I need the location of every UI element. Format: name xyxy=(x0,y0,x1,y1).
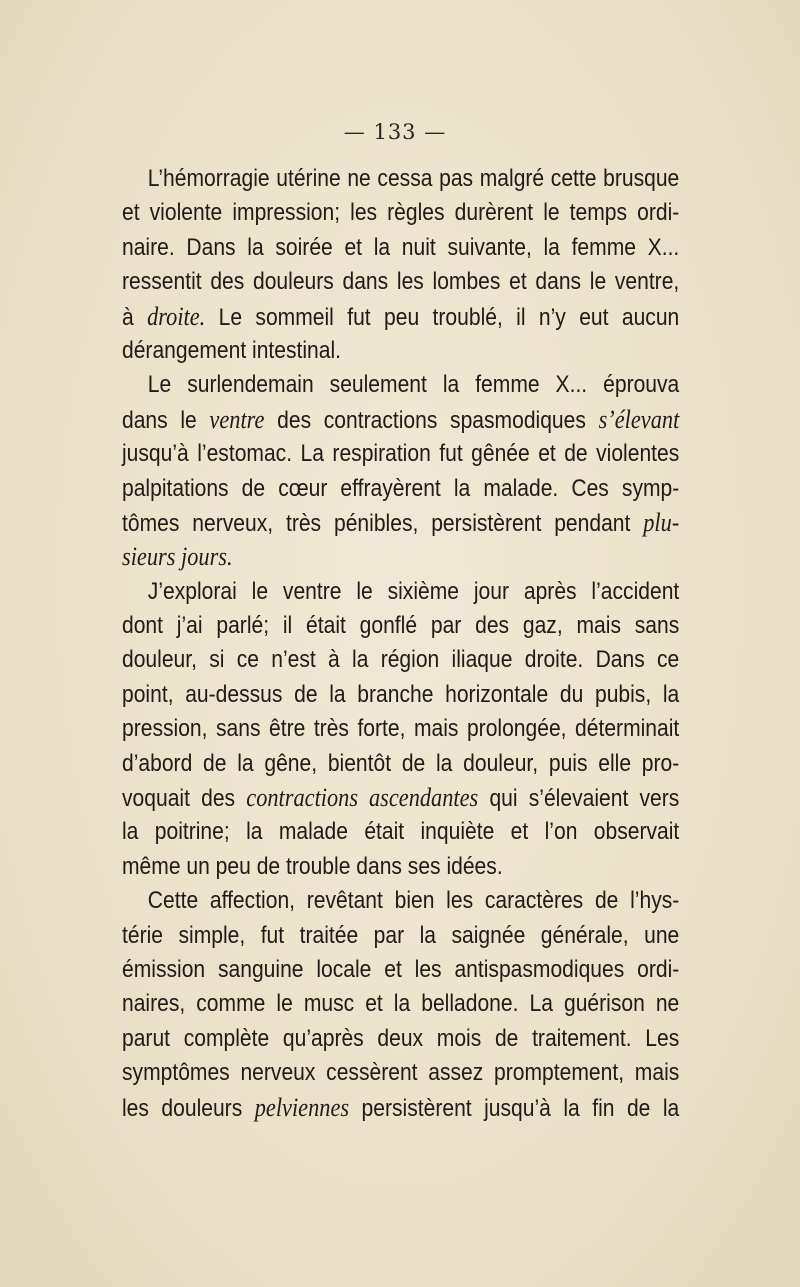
text-line xyxy=(122,987,679,1021)
text-run: pression, sans être très forte, mais prolongée, déterminait xyxy=(122,715,680,743)
text-run: naire. Dans la soirée et la nuit suivante, la femme X... xyxy=(122,233,680,261)
text-line xyxy=(122,1091,679,1125)
italic-run: pelviennes xyxy=(254,1092,350,1122)
text-run: voquait des xyxy=(122,785,247,813)
text-line xyxy=(122,678,679,712)
text-line xyxy=(122,781,679,815)
text-line xyxy=(122,231,679,265)
text-run: douleur, si ce n’est à la région iliaque droite. Dans ce xyxy=(122,646,680,674)
text-line xyxy=(122,575,679,609)
italic-run: plu- xyxy=(643,507,680,537)
text-run: jusqu’à l’estomac. La respiration fut gênée et de violentes xyxy=(122,440,680,468)
text-line xyxy=(122,403,679,437)
text-run: J’explorai le ventre le sixième jour après l’accident xyxy=(147,577,680,605)
text-line xyxy=(122,712,679,746)
text-run: les douleurs xyxy=(122,1094,255,1122)
italic-run: droite. xyxy=(147,301,206,331)
italic-run: contractions ascendantes xyxy=(246,783,479,813)
text-run: Le surlendemain seulement la femme X... éprouva xyxy=(147,371,680,399)
text-run: d’abord de la gêne, bientôt de la douleur, puis elle pro- xyxy=(122,749,680,777)
text-run: symptômes nerveux cessèrent assez promptement, mais xyxy=(122,1059,680,1087)
page-number: — 133 — xyxy=(343,120,447,144)
text-line xyxy=(122,334,679,368)
text-line xyxy=(122,1022,679,1056)
text-run: à xyxy=(122,303,148,331)
text-run: même un peu de trouble dans ses idées. xyxy=(122,852,503,880)
text-line xyxy=(122,300,679,334)
text-run: la poitrine; la malade était inquiète et l’on observait xyxy=(122,818,680,846)
text-run: Le sommeil fut peu troublé, il n’y eut aucun xyxy=(205,303,680,331)
text-run: émission sanguine locale et les antispasmodiques ordi- xyxy=(122,955,680,983)
text-run: ressentit des douleurs dans les lombes et dans le ventre, xyxy=(122,268,680,296)
italic-run: ventre xyxy=(209,404,265,434)
text-line xyxy=(122,472,679,506)
text-line xyxy=(122,953,679,987)
text-line xyxy=(122,643,679,677)
text-run: palpitations de cœur effrayèrent la malade. Ces symp- xyxy=(122,474,680,502)
text-line xyxy=(122,506,679,540)
italic-run: sieurs jours. xyxy=(122,542,233,572)
text-run: dans le xyxy=(122,406,210,434)
text-run: dérangement intestinal. xyxy=(122,336,342,364)
text-run: des contractions spasmodiques xyxy=(264,406,599,434)
text-run: persistèrent jusqu’à la fin de la xyxy=(349,1094,680,1122)
text-run: naires, comme le musc et la belladone. La guérison ne xyxy=(122,990,680,1018)
text-line xyxy=(122,437,679,471)
text-run: point, au-dessus de la branche horizontale du pubis, la xyxy=(122,680,680,708)
text-run: parut complète qu’après deux mois de traitement. Les xyxy=(122,1024,680,1052)
text-line xyxy=(122,919,679,953)
italic-run: s’élevant xyxy=(598,404,680,434)
text-run: tômes nerveux, très pénibles, persistèrent pendant xyxy=(122,509,644,537)
body-text xyxy=(122,162,679,1125)
text-line xyxy=(122,368,679,402)
text-line xyxy=(122,540,679,574)
text-line xyxy=(122,1056,679,1090)
text-line xyxy=(122,884,679,918)
text-run: L’hémorragie utérine ne cessa pas malgré cette brusque xyxy=(147,165,680,192)
text-line xyxy=(122,196,679,230)
text-run: et violente impression; les règles durèrent le temps ordi- xyxy=(122,199,680,227)
text-line xyxy=(122,850,679,884)
text-run: qui s’élevaient vers xyxy=(478,785,680,813)
text-line xyxy=(122,265,679,299)
text-line xyxy=(122,747,679,781)
text-run: dont j’ai parlé; il était gonflé par des gaz, mais sans xyxy=(122,612,680,640)
text-line xyxy=(122,609,679,643)
text-line xyxy=(122,815,679,849)
text-line xyxy=(122,162,679,196)
text-run: Cette affection, revêtant bien les caractères de l’hys- xyxy=(147,887,680,915)
text-run: térie simple, fut traitée par la saignée générale, une xyxy=(122,921,680,949)
